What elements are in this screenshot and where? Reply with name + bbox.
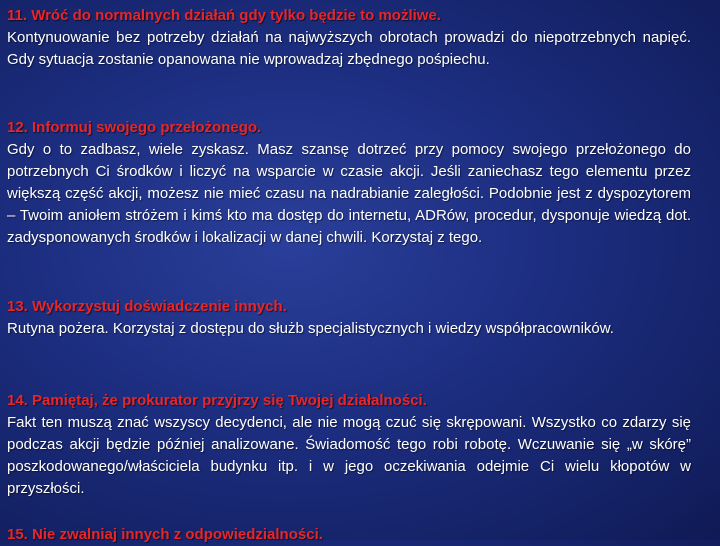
section-14 — [7, 390, 691, 500]
section-heading: 15. Nie zwalniaj innych z odpowiedzialności. — [7, 526, 323, 543]
section-heading: 14. Pamiętaj, że prokurator przyjrzy się Twojej działalności. — [7, 392, 427, 409]
section-heading: 13. Wykorzystuj doświadczenie innych. — [7, 298, 287, 315]
section-body: Gdy o to zadbasz, wiele zyskasz. Masz szansę dotrzeć przy pomocy swojego przełożonego do potrzebnych Ci środków i liczyć na wsparcie w czasie akcji. Jeśli zaniechasz tego elementu przez większą część akcji, możesz nie mieć czasu na nadrabianie zaległości. Podobnie jest z dyspozytorem – Twoim aniołem stróżem i kimś kto ma dostęp do internetu, ADRów, procedur, dysponuje wiedzą dot. zadysponowanych środków i lokalizacji w danej chwili. Korzystaj z tego. — [7, 141, 691, 246]
section-heading: 12. Informuj swojego przełożonego. — [7, 119, 262, 136]
section-body: Rutyna pożera. Korzystaj z dostępu do służb specjalistycznych i wiedzy współpracowników. — [7, 320, 614, 337]
section-15 — [7, 524, 691, 546]
section-11 — [7, 5, 691, 71]
section-12 — [7, 117, 691, 249]
section-heading: 11. Wróć do normalnych działań gdy tylko będzie to możliwe. — [7, 7, 441, 24]
section-13 — [7, 296, 691, 340]
section-body: Fakt ten muszą znać wszyscy decydenci, ale nie mogą czuć się skrępowani. Wszystko co zdarzy się podczas akcji będzie później analizowane. Świadomość tego robi robotę. Wczuwanie się „w skórę” poszkodowanego/właściciela budynku itp. i w jego oczekiwania odejmie Ci wielu kłopotów w przyszłości. — [7, 414, 691, 497]
section-body: Kontynuowanie bez potrzeby działań na najwyższych obrotach prowadzi do niepotrzebnych napięć. Gdy sytuacja zostanie opanowana nie wprowadzaj zbędnego pośpiechu. — [7, 29, 691, 68]
